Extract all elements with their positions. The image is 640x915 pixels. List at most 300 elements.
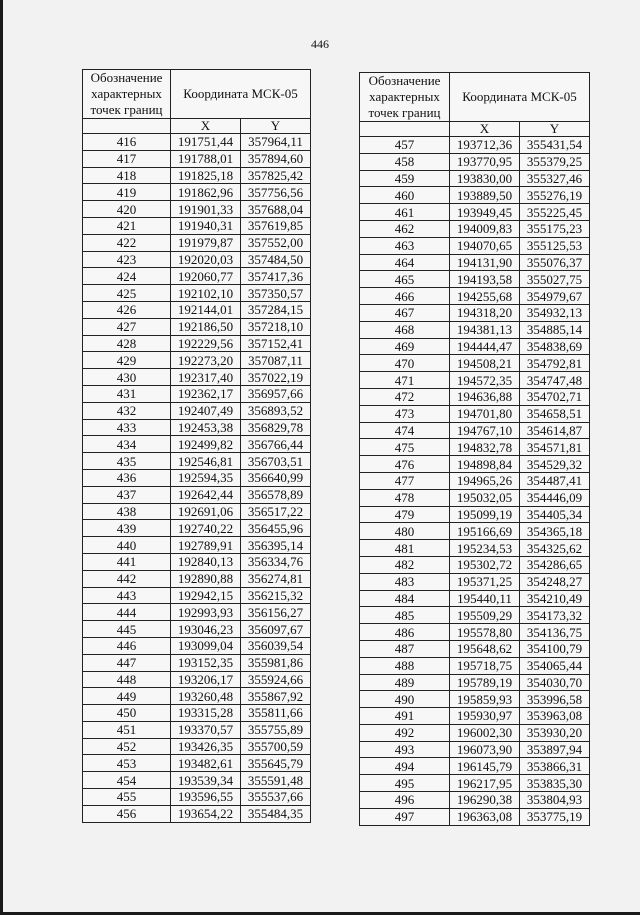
table-row [360, 573, 590, 590]
point-number-cell: 468 [360, 321, 450, 338]
table-row [360, 271, 590, 288]
coordinate-x-cell: 192993,93 [171, 604, 241, 621]
point-number-cell: 428 [83, 335, 171, 352]
coordinate-x-cell: 193099,04 [171, 637, 241, 654]
point-number-cell: 472 [360, 388, 450, 405]
table-row [360, 691, 590, 708]
table-row [83, 201, 311, 218]
table-row [360, 506, 590, 523]
point-number-cell: 442 [83, 570, 171, 587]
coordinate-y-cell: 355645,79 [241, 755, 311, 772]
coordinate-x-cell: 193539,34 [171, 772, 241, 789]
table-row [83, 688, 311, 705]
coordinate-y-cell: 354325,62 [520, 540, 590, 557]
point-number-cell: 447 [83, 654, 171, 671]
point-number-cell: 445 [83, 621, 171, 638]
coordinate-y-cell: 355867,92 [241, 688, 311, 705]
point-number-cell: 438 [83, 503, 171, 520]
coordinate-y-cell: 353775,19 [520, 808, 590, 825]
table-row [360, 220, 590, 237]
coordinate-y-cell: 355537,66 [241, 789, 311, 806]
point-number-cell: 470 [360, 355, 450, 372]
point-number-cell: 454 [83, 772, 171, 789]
table-row [83, 705, 311, 722]
point-number-cell: 424 [83, 268, 171, 285]
coordinate-y-cell: 355276,19 [520, 187, 590, 204]
point-number-cell: 463 [360, 237, 450, 254]
coordinate-x-cell: 193712,36 [450, 137, 520, 154]
table-row [83, 167, 311, 184]
table-row [360, 170, 590, 187]
point-number-cell: 461 [360, 204, 450, 221]
coordinate-y-cell: 357688,04 [241, 201, 311, 218]
point-number-cell: 440 [83, 537, 171, 554]
coordinate-x-cell: 192890,88 [171, 570, 241, 587]
coordinate-x-cell: 196217,95 [450, 775, 520, 792]
table-row [83, 402, 311, 419]
coordinate-y-cell: 357619,85 [241, 217, 311, 234]
table-row [83, 553, 311, 570]
coordinate-x-cell: 192273,20 [171, 352, 241, 369]
coordinate-x-cell: 192020,03 [171, 251, 241, 268]
coordinate-y-cell: 354173,32 [520, 607, 590, 624]
point-number-cell: 421 [83, 217, 171, 234]
coordinate-x-cell: 196073,90 [450, 741, 520, 758]
point-number-cell: 419 [83, 184, 171, 201]
coordinate-x-cell: 192789,91 [171, 537, 241, 554]
coordinate-y-cell: 354571,81 [520, 439, 590, 456]
table-row [83, 637, 311, 654]
coordinate-y-cell: 355981,86 [241, 654, 311, 671]
point-number-cell: 444 [83, 604, 171, 621]
point-number-cell: 488 [360, 657, 450, 674]
table-row [360, 254, 590, 271]
point-number-cell: 426 [83, 301, 171, 318]
coordinate-x-cell: 192546,81 [171, 453, 241, 470]
point-number-cell: 432 [83, 402, 171, 419]
point-number-cell: 418 [83, 167, 171, 184]
coordinate-y-cell: 353866,31 [520, 758, 590, 775]
header-empty [360, 122, 450, 137]
coordinate-y-cell: 354487,41 [520, 472, 590, 489]
table-row [360, 405, 590, 422]
table-row [360, 137, 590, 154]
coordinate-y-cell: 356274,81 [241, 570, 311, 587]
table-row [360, 792, 590, 809]
table-row [83, 251, 311, 268]
point-number-cell: 457 [360, 137, 450, 154]
coordinate-x-cell: 193889,50 [450, 187, 520, 204]
table-row [360, 808, 590, 825]
table-row [360, 556, 590, 573]
coordinate-y-cell: 354529,32 [520, 456, 590, 473]
coordinate-x-cell: 192499,82 [171, 436, 241, 453]
coordinate-y-cell: 353897,94 [520, 741, 590, 758]
table-row [83, 369, 311, 386]
coordinate-y-cell: 355811,66 [241, 705, 311, 722]
point-number-cell: 420 [83, 201, 171, 218]
header-empty [83, 119, 171, 134]
coordinate-x-cell: 194701,80 [450, 405, 520, 422]
point-number-cell: 427 [83, 318, 171, 335]
coordinate-y-cell: 356766,44 [241, 436, 311, 453]
coordinate-x-cell: 193206,17 [171, 671, 241, 688]
point-number-cell: 422 [83, 234, 171, 251]
table-row [83, 755, 311, 772]
point-number-cell: 493 [360, 741, 450, 758]
point-number-cell: 423 [83, 251, 171, 268]
coordinates-table-left [82, 69, 311, 823]
table-row [83, 570, 311, 587]
coordinate-y-cell: 356097,67 [241, 621, 311, 638]
coordinate-x-cell: 192453,38 [171, 419, 241, 436]
coordinate-x-cell: 191751,44 [171, 134, 241, 151]
coordinate-x-cell: 191940,31 [171, 217, 241, 234]
table-row [360, 355, 590, 372]
coordinate-y-cell: 353930,20 [520, 724, 590, 741]
coordinate-x-cell: 194318,20 [450, 304, 520, 321]
coordinate-y-cell: 356455,96 [241, 520, 311, 537]
header-point-label: Обозначение характерных точек границ [360, 73, 450, 122]
point-number-cell: 478 [360, 489, 450, 506]
table-row [360, 708, 590, 725]
coordinate-x-cell: 193596,55 [171, 789, 241, 806]
coordinate-y-cell: 354030,70 [520, 674, 590, 691]
table-row [83, 654, 311, 671]
table-row [360, 439, 590, 456]
point-number-cell: 459 [360, 170, 450, 187]
point-number-cell: 452 [83, 738, 171, 755]
coordinate-x-cell: 193770,95 [450, 153, 520, 170]
coordinate-y-cell: 354446,09 [520, 489, 590, 506]
table-row [360, 741, 590, 758]
coordinate-x-cell: 194508,21 [450, 355, 520, 372]
coordinate-x-cell: 194636,88 [450, 388, 520, 405]
table-row [360, 372, 590, 389]
header-coordinate: Координата МСК-05 [171, 70, 311, 119]
table-row [360, 422, 590, 439]
coordinate-y-cell: 355591,48 [241, 772, 311, 789]
coordinate-x-cell: 192740,22 [171, 520, 241, 537]
table-row [83, 738, 311, 755]
table-row [83, 268, 311, 285]
point-number-cell: 435 [83, 453, 171, 470]
point-number-cell: 417 [83, 150, 171, 167]
table-row [83, 671, 311, 688]
coordinate-y-cell: 354747,48 [520, 372, 590, 389]
table-row [360, 153, 590, 170]
coordinate-x-cell: 194009,83 [450, 220, 520, 237]
coordinate-x-cell: 192060,77 [171, 268, 241, 285]
coordinate-x-cell: 194070,65 [450, 237, 520, 254]
table-row [360, 624, 590, 641]
point-number-cell: 448 [83, 671, 171, 688]
table-row [360, 237, 590, 254]
coordinate-x-cell: 194193,58 [450, 271, 520, 288]
coordinate-x-cell: 194965,26 [450, 472, 520, 489]
coordinate-x-cell: 193482,61 [171, 755, 241, 772]
table-row [360, 640, 590, 657]
coordinate-y-cell: 354658,51 [520, 405, 590, 422]
coordinate-x-cell: 195509,29 [450, 607, 520, 624]
coordinate-x-cell: 191901,33 [171, 201, 241, 218]
table-row [360, 523, 590, 540]
point-number-cell: 465 [360, 271, 450, 288]
point-number-cell: 453 [83, 755, 171, 772]
table-row [83, 318, 311, 335]
table-row [83, 217, 311, 234]
table-row [83, 520, 311, 537]
table-row [360, 775, 590, 792]
table-row [83, 503, 311, 520]
table-row [83, 419, 311, 436]
table-row [83, 537, 311, 554]
coordinate-x-cell: 193260,48 [171, 688, 241, 705]
point-number-cell: 476 [360, 456, 450, 473]
coordinate-y-cell: 354614,87 [520, 422, 590, 439]
header-y: Y [241, 119, 311, 134]
point-number-cell: 473 [360, 405, 450, 422]
coordinate-y-cell: 357894,60 [241, 150, 311, 167]
point-number-cell: 458 [360, 153, 450, 170]
header-x: X [450, 122, 520, 137]
coordinate-y-cell: 356334,76 [241, 553, 311, 570]
coordinate-y-cell: 354885,14 [520, 321, 590, 338]
coordinate-x-cell: 192840,13 [171, 553, 241, 570]
point-number-cell: 456 [83, 805, 171, 822]
coordinate-y-cell: 354210,49 [520, 590, 590, 607]
coordinate-x-cell: 192186,50 [171, 318, 241, 335]
coordinate-y-cell: 357552,00 [241, 234, 311, 251]
coordinate-y-cell: 357218,10 [241, 318, 311, 335]
point-number-cell: 486 [360, 624, 450, 641]
point-number-cell: 431 [83, 385, 171, 402]
point-number-cell: 494 [360, 758, 450, 775]
point-number-cell: 497 [360, 808, 450, 825]
coordinate-y-cell: 354405,34 [520, 506, 590, 523]
table-row [83, 721, 311, 738]
coordinate-y-cell: 356957,66 [241, 385, 311, 402]
point-number-cell: 429 [83, 352, 171, 369]
coordinate-x-cell: 195859,93 [450, 691, 520, 708]
point-number-cell: 451 [83, 721, 171, 738]
coordinate-y-cell: 357417,36 [241, 268, 311, 285]
coordinate-y-cell: 356039,54 [241, 637, 311, 654]
coordinate-x-cell: 194255,68 [450, 288, 520, 305]
point-number-cell: 449 [83, 688, 171, 705]
coordinate-y-cell: 353963,08 [520, 708, 590, 725]
coordinate-x-cell: 194767,10 [450, 422, 520, 439]
coordinate-x-cell: 192407,49 [171, 402, 241, 419]
coordinate-y-cell: 354838,69 [520, 338, 590, 355]
coordinate-y-cell: 354365,18 [520, 523, 590, 540]
point-number-cell: 492 [360, 724, 450, 741]
point-number-cell: 471 [360, 372, 450, 389]
table-row [360, 489, 590, 506]
coordinate-x-cell: 192229,56 [171, 335, 241, 352]
table-row [360, 321, 590, 338]
point-number-cell: 436 [83, 469, 171, 486]
table-row [83, 453, 311, 470]
table-row [83, 335, 311, 352]
table-row [360, 472, 590, 489]
coordinate-x-cell: 191979,87 [171, 234, 241, 251]
table-row [83, 486, 311, 503]
table-row [360, 187, 590, 204]
coordinate-x-cell: 192102,10 [171, 285, 241, 302]
coordinate-y-cell: 355431,54 [520, 137, 590, 154]
coordinate-y-cell: 357825,42 [241, 167, 311, 184]
coordinate-x-cell: 191862,96 [171, 184, 241, 201]
coordinate-x-cell: 192642,44 [171, 486, 241, 503]
coordinate-y-cell: 354702,71 [520, 388, 590, 405]
coordinate-y-cell: 354248,27 [520, 573, 590, 590]
coordinate-x-cell: 193370,57 [171, 721, 241, 738]
point-number-cell: 481 [360, 540, 450, 557]
coordinate-x-cell: 196145,79 [450, 758, 520, 775]
table-row [83, 621, 311, 638]
coordinate-x-cell: 192144,01 [171, 301, 241, 318]
point-number-cell: 483 [360, 573, 450, 590]
coordinate-x-cell: 194832,78 [450, 439, 520, 456]
coordinate-x-cell: 195930,97 [450, 708, 520, 725]
table-row [83, 285, 311, 302]
coordinate-x-cell: 193654,22 [171, 805, 241, 822]
coordinate-x-cell: 195648,62 [450, 640, 520, 657]
point-number-cell: 460 [360, 187, 450, 204]
table-row [360, 388, 590, 405]
header-x: X [171, 119, 241, 134]
coordinate-y-cell: 353804,93 [520, 792, 590, 809]
coordinate-x-cell: 193949,45 [450, 204, 520, 221]
point-number-cell: 490 [360, 691, 450, 708]
point-number-cell: 491 [360, 708, 450, 725]
table-row [83, 301, 311, 318]
point-number-cell: 439 [83, 520, 171, 537]
point-number-cell: 477 [360, 472, 450, 489]
point-number-cell: 495 [360, 775, 450, 792]
coordinate-y-cell: 357756,56 [241, 184, 311, 201]
table-row [360, 590, 590, 607]
coordinate-x-cell: 195302,72 [450, 556, 520, 573]
coordinate-x-cell: 192362,17 [171, 385, 241, 402]
table-row [83, 469, 311, 486]
coordinate-y-cell: 356829,78 [241, 419, 311, 436]
table-row [360, 456, 590, 473]
coordinate-x-cell: 195718,75 [450, 657, 520, 674]
coordinate-y-cell: 355700,59 [241, 738, 311, 755]
coordinate-y-cell: 355484,35 [241, 805, 311, 822]
coordinate-x-cell: 194131,90 [450, 254, 520, 271]
coordinate-x-cell: 196363,08 [450, 808, 520, 825]
point-number-cell: 437 [83, 486, 171, 503]
table-row [83, 604, 311, 621]
point-number-cell: 430 [83, 369, 171, 386]
coordinate-y-cell: 357484,50 [241, 251, 311, 268]
coordinate-y-cell: 357350,57 [241, 285, 311, 302]
coordinate-y-cell: 357087,11 [241, 352, 311, 369]
point-number-cell: 455 [83, 789, 171, 806]
point-number-cell: 479 [360, 506, 450, 523]
coordinate-x-cell: 195234,53 [450, 540, 520, 557]
coordinate-x-cell: 195032,05 [450, 489, 520, 506]
coordinate-y-cell: 354065,44 [520, 657, 590, 674]
table-row [83, 805, 311, 822]
coordinate-x-cell: 191825,18 [171, 167, 241, 184]
table-row [360, 540, 590, 557]
coordinate-y-cell: 354136,75 [520, 624, 590, 641]
table-row [360, 758, 590, 775]
point-number-cell: 482 [360, 556, 450, 573]
point-number-cell: 467 [360, 304, 450, 321]
coordinate-x-cell: 194572,35 [450, 372, 520, 389]
coordinate-y-cell: 356640,99 [241, 469, 311, 486]
coordinate-x-cell: 195099,19 [450, 506, 520, 523]
point-number-cell: 450 [83, 705, 171, 722]
coordinate-y-cell: 355327,46 [520, 170, 590, 187]
table-row [83, 134, 311, 151]
table-row [360, 724, 590, 741]
coordinate-x-cell: 192594,35 [171, 469, 241, 486]
coordinate-y-cell: 355755,89 [241, 721, 311, 738]
coordinate-y-cell: 357284,15 [241, 301, 311, 318]
point-number-cell: 496 [360, 792, 450, 809]
point-number-cell: 441 [83, 553, 171, 570]
table-row [83, 587, 311, 604]
coordinate-y-cell: 355379,25 [520, 153, 590, 170]
header-point-label: Обозначение характерных точек границ [83, 70, 171, 119]
coordinate-x-cell: 194898,84 [450, 456, 520, 473]
point-number-cell: 416 [83, 134, 171, 151]
coordinate-y-cell: 355027,75 [520, 271, 590, 288]
header-coordinate: Координата МСК-05 [450, 73, 590, 122]
table-row [360, 607, 590, 624]
table-row [360, 338, 590, 355]
point-number-cell: 425 [83, 285, 171, 302]
point-number-cell: 480 [360, 523, 450, 540]
coordinate-x-cell: 195578,80 [450, 624, 520, 641]
point-number-cell: 443 [83, 587, 171, 604]
coordinate-y-cell: 355175,23 [520, 220, 590, 237]
point-number-cell: 434 [83, 436, 171, 453]
coordinate-y-cell: 355076,37 [520, 254, 590, 271]
point-number-cell: 474 [360, 422, 450, 439]
coordinate-y-cell: 357152,41 [241, 335, 311, 352]
point-number-cell: 462 [360, 220, 450, 237]
page-number: 446 [311, 37, 329, 51]
coordinate-y-cell: 356215,32 [241, 587, 311, 604]
coordinate-y-cell: 354979,67 [520, 288, 590, 305]
table-row [83, 385, 311, 402]
coordinate-y-cell: 356517,22 [241, 503, 311, 520]
table-row [83, 789, 311, 806]
point-number-cell: 485 [360, 607, 450, 624]
coordinate-x-cell: 192317,40 [171, 369, 241, 386]
table-row [83, 234, 311, 251]
header-y: Y [520, 122, 590, 137]
table-row [83, 436, 311, 453]
coordinate-x-cell: 192691,06 [171, 503, 241, 520]
coordinate-x-cell: 195789,19 [450, 674, 520, 691]
coordinate-y-cell: 356893,52 [241, 402, 311, 419]
coordinate-x-cell: 193426,35 [171, 738, 241, 755]
coordinate-x-cell: 196290,38 [450, 792, 520, 809]
table-row [360, 288, 590, 305]
scan-edge-left [0, 0, 3, 915]
table-row [83, 772, 311, 789]
coordinate-x-cell: 191788,01 [171, 150, 241, 167]
coordinate-x-cell: 195371,25 [450, 573, 520, 590]
